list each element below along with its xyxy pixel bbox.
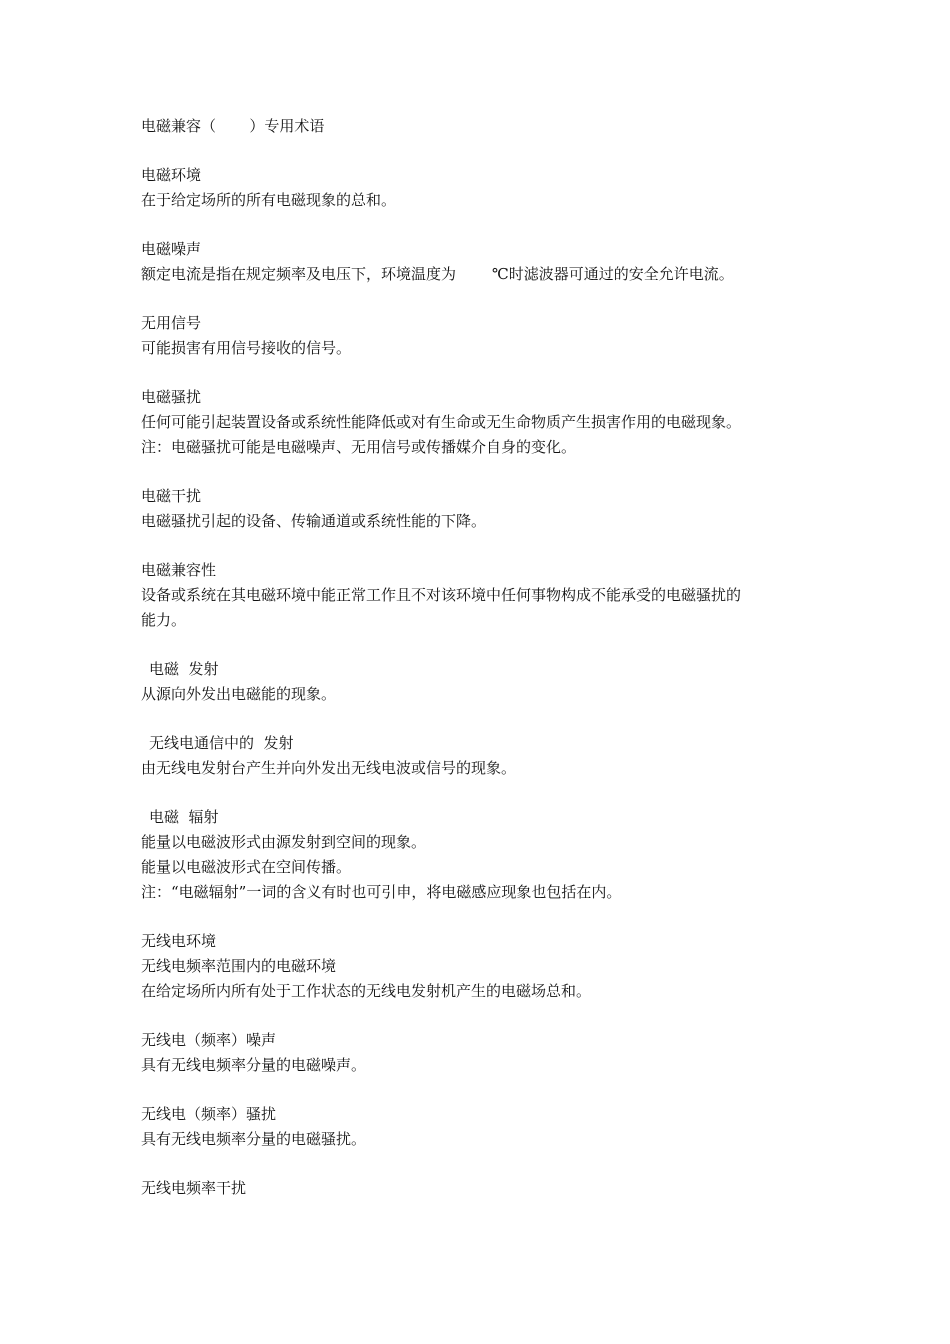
term-block <box>141 163 831 213</box>
term-name: 电磁环境 <box>141 166 202 184</box>
term-block <box>141 558 831 633</box>
term-definition: 无线电频率范围内的电磁环境 <box>141 957 337 975</box>
term-block <box>141 1028 831 1078</box>
term-block <box>141 929 831 1004</box>
term-definition: 具有无线电频率分量的电磁噪声。 <box>141 1056 367 1074</box>
term-note: 注：“电磁辐射”一词的含义有时也可引申，将电磁感应现象也包括在内。 <box>141 883 622 901</box>
term-block <box>141 311 831 361</box>
term-name: 无线电（频率）骚扰 <box>141 1105 277 1123</box>
term-definition: 能量以电磁波形式在空间传播。 <box>141 858 352 876</box>
term-definition: 可能损害有用信号接收的信号。 <box>141 339 352 357</box>
term-name: 无线电环境 <box>141 932 217 950</box>
term-definition: 能量以电磁波形式由源发射到空间的现象。 <box>141 833 427 851</box>
term-definition <box>141 262 831 287</box>
term-name: 电磁骚扰 <box>141 388 202 406</box>
term-block <box>141 805 831 905</box>
term-name: 无线电（频率）噪声 <box>141 1031 277 1049</box>
term-name: 电磁噪声 <box>141 240 202 258</box>
term-definition: 任何可能引起装置设备或系统性能降低或对有生命或无生命物质产生损害作用的电磁现象。 <box>141 413 742 431</box>
term-definition: 设备或系统在其电磁环境中能正常工作且不对该环境中任何事物构成不能承受的电磁骚扰的 <box>141 586 742 604</box>
term-definition: 具有无线电频率分量的电磁骚扰。 <box>141 1130 367 1148</box>
term-name: 无用信号 <box>141 314 202 332</box>
term-definition: 由无线电发射台产生并向外发出无线电波或信号的现象。 <box>141 759 517 777</box>
term-block <box>141 385 831 460</box>
term-definition: 在给定场所内所有处于工作状态的无线电发射机产生的电磁场总和。 <box>141 982 592 1000</box>
term-definition-continued: 能力。 <box>141 611 187 629</box>
term-block <box>141 237 831 287</box>
term-name: 无线电频率干扰 <box>141 1179 247 1197</box>
term-block <box>141 731 831 781</box>
term-name: 电磁干扰 <box>141 487 202 505</box>
term-block <box>141 484 831 534</box>
definition-part-a: 额定电流是指在规定频率及电压下，环境温度为 <box>141 265 457 283</box>
document-title: 电磁兼容（ ）专用术语 <box>141 117 325 135</box>
term-definition: 电磁骚扰引起的设备、传输通道或系统性能的下降。 <box>141 512 487 530</box>
definition-part-b: ℃时滤波器可通过的安全允许电流。 <box>492 265 734 283</box>
term-name: 电磁兼容性 <box>141 561 217 579</box>
document-page <box>141 114 831 1225</box>
term-block <box>141 1102 831 1152</box>
term-block <box>141 657 831 707</box>
term-note: 注：电磁骚扰可能是电磁噪声、无用信号或传播媒介自身的变化。 <box>141 438 577 456</box>
term-name: 电磁 发射 <box>149 660 219 678</box>
term-definition: 在于给定场所的所有电磁现象的总和。 <box>141 191 397 209</box>
term-name: 电磁 辐射 <box>149 808 219 826</box>
term-definition: 从源向外发出电磁能的现象。 <box>141 685 337 703</box>
term-block <box>141 1176 831 1201</box>
term-name: 无线电通信中的 发射 <box>149 734 294 752</box>
